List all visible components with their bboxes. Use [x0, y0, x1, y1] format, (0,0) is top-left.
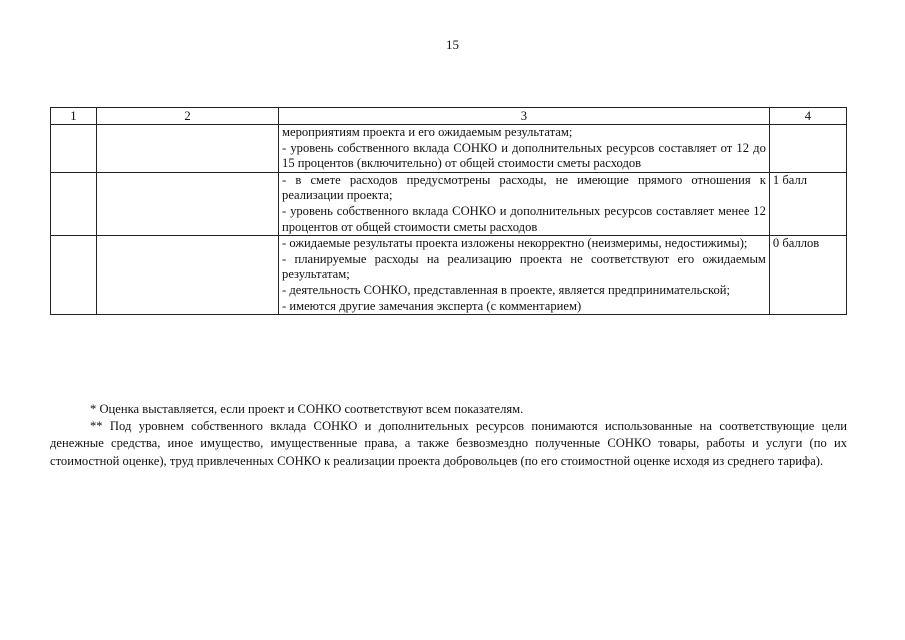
criteria-line: - планируемые расходы на реализацию проекта не соответствуют его ожидаемым результатам;	[282, 251, 766, 282]
criteria-line: - имеются другие замечания эксперта (с комментарием)	[282, 298, 582, 313]
row-cell-criteria	[279, 125, 770, 173]
row-cell-col-2	[96, 172, 278, 235]
page-number: 15	[446, 37, 459, 52]
criteria-line: - деятельность СОНКО, представленная в проекте, является предпринимательской;	[282, 282, 730, 297]
table-row	[51, 172, 847, 235]
footnote-2: ** Под уровнем собственного вклада СОНКО и дополнительных ресурсов понимаются использованные на соответствующие цели денежные средства, иное имущество, имущественные права, а также безвозмездно полученные СОНКО товары, работы и услуги (по их стоимостной оценке), труд привлеченных СОНКО к реализации проекта добровольцев (по его стоимостной оценке исходя из среднего тарифа).	[50, 419, 847, 468]
footnote-1: * Оценка выставляется, если проект и СОНКО соответствуют всем показателям.	[90, 402, 524, 416]
footnotes	[50, 401, 847, 470]
criteria-line: - уровень собственного вклада СОНКО и дополнительных ресурсов составляет менее 12 процентов от общей стоимости сметы расходов	[282, 203, 766, 234]
header-col-2: 2	[96, 108, 278, 125]
row-cell-score	[769, 125, 846, 173]
table-header-row	[51, 108, 847, 125]
table-row	[51, 125, 847, 173]
row-cell-col-1	[51, 236, 97, 315]
row-cell-criteria	[279, 236, 770, 315]
row-cell-criteria	[279, 172, 770, 235]
table-row	[51, 236, 847, 315]
criteria-line: - уровень собственного вклада СОНКО и дополнительных ресурсов составляет от 12 до 15 процентов (включительно) от общей стоимости сметы расходов	[282, 140, 766, 171]
header-col-1: 1	[51, 108, 97, 125]
header-col-4: 4	[769, 108, 846, 125]
row-cell-score: 0 баллов	[769, 236, 846, 315]
criteria-line: - в смете расходов предусмотрены расходы, не имеющие прямого отношения к реализации проекта;	[282, 172, 766, 203]
row-cell-col-1	[51, 172, 97, 235]
criteria-line: мероприятиям проекта и его ожидаемым результатам;	[282, 125, 573, 139]
row-cell-col-2	[96, 125, 278, 173]
criteria-line: - ожидаемые результаты проекта изложены некорректно (неизмеримы, недостижимы);	[282, 236, 748, 251]
row-cell-col-1	[51, 125, 97, 173]
criteria-table	[50, 107, 847, 315]
header-col-3: 3	[279, 108, 770, 125]
row-cell-score: 1 балл	[769, 172, 846, 235]
row-cell-col-2	[96, 236, 278, 315]
